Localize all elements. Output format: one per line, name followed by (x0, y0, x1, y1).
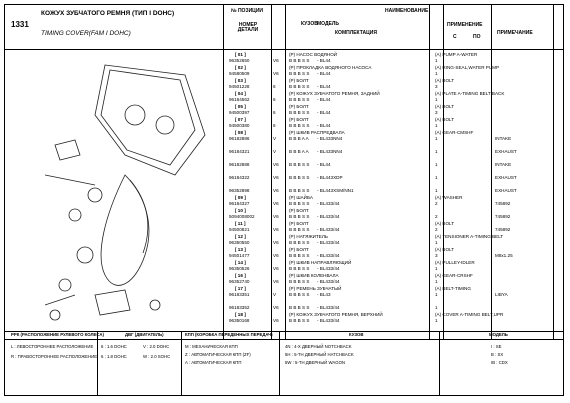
complectation: - BL44 (317, 58, 331, 63)
kpp-code: V6 (273, 188, 279, 193)
part-position: [ 12 ] (235, 234, 246, 239)
part-name-ru: (P) ШАЙБА (289, 195, 313, 200)
part-number: 94580509 (229, 71, 250, 76)
model-title: МОДЕЛЬ (489, 332, 508, 337)
kpp-code: 6 (273, 110, 276, 115)
rrk-title: РРК (РАСПОЛОЖЕНИЕ РУЛЕВОГО КОЛЕСА) (11, 332, 104, 337)
body-codes: B B B S S (289, 279, 310, 284)
body-codes: B B B S S (289, 123, 310, 128)
body-codes: B B B S S (289, 227, 310, 232)
complectation: - BL433NN4 (317, 136, 343, 141)
quantity: 1 (435, 292, 438, 297)
quantity: 1 (435, 136, 438, 141)
part-number: 96352898 (229, 188, 250, 193)
footer-col-div (279, 331, 280, 395)
part-number: 94500380 (229, 123, 250, 128)
kpp-code: V6 (273, 318, 279, 323)
part-name-en: (A) BOLT (435, 221, 455, 226)
kpp-code: V6 (273, 162, 279, 167)
col-from-header: С (453, 34, 457, 40)
kpp-code: 6 (273, 84, 276, 89)
quantity: 1 (435, 240, 438, 245)
part-name-ru: (P) БОЛТ (289, 104, 309, 109)
complectation: - BL44 (317, 162, 331, 167)
note: 745892 (495, 201, 511, 206)
part-position: [ 13 ] (235, 247, 246, 252)
part-number: 94500821 (229, 227, 250, 232)
part-number: 96352650 (229, 58, 250, 63)
part-name-ru: (P) БОЛТ (289, 117, 309, 122)
part-name-ru: (P) КОЖУХ ЗУБЧАТОГО РЕМНЯ, ЗАДНИЙ (289, 91, 380, 96)
footer-col-div (97, 331, 98, 395)
kpp-code: V6 (273, 227, 279, 232)
complectation: - BL44 (317, 110, 331, 115)
kpp-code: 6 (273, 97, 276, 102)
body-codes: B B B S S (289, 305, 310, 310)
complectation: - BL433/44 (317, 240, 340, 245)
body-codes: B B B S S (289, 201, 310, 206)
part-number: 96350550 (229, 240, 250, 245)
kpp-code: V6 (273, 279, 279, 284)
part-name-en: (A) BOLT (435, 117, 455, 122)
part-name-ru: (P) НАТЯЖИТЕЛЬ (289, 234, 328, 239)
part-name-en: (A) PULLEY-IDLER (435, 260, 475, 265)
part-name-ru: (P) ШКИВ КОЛЕНВАЛА (289, 273, 339, 278)
body-codes: B B B S S (289, 58, 310, 63)
col-position-header: № ПОЗИЦИИ (231, 8, 264, 14)
quantity: 1 (435, 149, 438, 154)
kpp-code: V6 (273, 266, 279, 271)
footer-col-div (181, 331, 182, 395)
kpp-code: V6 (273, 214, 279, 219)
part-position: [ 02 ] (235, 65, 246, 70)
part-number: 5094008002 (229, 214, 255, 219)
note: 745892 (495, 227, 511, 232)
body-codes: B B B S S (289, 175, 310, 180)
col-divider (285, 5, 286, 339)
complectation: - BL433/44 (317, 253, 340, 258)
kpp-code: V (273, 149, 277, 154)
kpp-code: V6 (273, 71, 279, 76)
dvg-title: ДВГ (ДВИГАТЕЛЬ) (125, 332, 164, 337)
kpp-code: V6 (273, 253, 279, 258)
quantity: 1 (435, 266, 438, 271)
complectation: - BL433/44 (317, 305, 340, 310)
col-kuzov-header: КУЗОВ (301, 21, 318, 27)
body-codes: B B B S S (289, 188, 310, 193)
dvg-1: 6 : 1.6 DOHC (101, 344, 127, 349)
part-position: [ 18 ] (235, 312, 246, 317)
kuzov-4n: 4N : 4-X ДВЕРНЫЙ NOTCHBACK (285, 344, 352, 349)
part-name-ru: (P) ПРОКЛАДКА ВОДЯНОГО НАСОСА (289, 65, 372, 70)
kpp-code: V (273, 136, 277, 141)
part-number: 96183351 (229, 292, 250, 297)
body-codes: B B B S S (289, 97, 310, 102)
part-number: 96184321 (229, 149, 250, 154)
part-name-en: (A) BOLT (435, 104, 455, 109)
part-name-ru: (P) БОЛТ (289, 208, 309, 213)
quantity: 1 (435, 188, 438, 193)
col-complectation-header: КОМПЛЕКТАЦИЯ (335, 30, 377, 36)
complectation: - BL433/44 (317, 266, 340, 271)
part-position: [ 04 ] (235, 91, 246, 96)
body-codes: B B B S S (289, 318, 310, 323)
catalog-number: 1331 (11, 20, 29, 29)
col-name-header: НАИМЕНОВАНИЕ (385, 8, 429, 14)
quantity: 1 (435, 97, 438, 102)
note: 745892 (495, 214, 511, 219)
part-position: [ 17 ] (235, 286, 246, 291)
quantity: 1 (435, 58, 438, 63)
complectation: - BL443XDP (317, 175, 343, 180)
model-cdx: IB : CDX (491, 360, 508, 365)
quantity: 1 (435, 71, 438, 76)
part-name-ru: (P) НАСОС ВОДЯНОЙ (289, 52, 338, 57)
complectation: - BL443XSM/NN1 (317, 188, 354, 193)
part-name-en: (A) BOLT (435, 247, 455, 252)
quantity: 2 (435, 227, 438, 232)
kpp-m: M : МЕХАНИЧЕСКАЯ КПП (185, 344, 238, 349)
kpp-code: 6 (273, 123, 276, 128)
part-position: [ 11 ] (235, 221, 246, 226)
exploded-parts-diagram (35, 55, 215, 345)
part-name-ru: (P) ШКИВ НАПРАВЛЯЮЩИЙ (289, 260, 352, 265)
col-divider (491, 5, 492, 339)
col-divider-left (223, 5, 224, 339)
footer-divider-sub (5, 339, 563, 340)
part-number: 96350168 (229, 318, 250, 323)
body-codes: B B B S S (289, 84, 310, 89)
part-name-ru: (P) БОЛТ (289, 247, 309, 252)
page-title-ru: КОЖУХ ЗУБЧАТОГО РЕМНЯ (ТИП I DOHC) (41, 10, 175, 17)
quantity: 1 (435, 305, 438, 310)
col-to-header: ПО (473, 34, 481, 40)
part-name-en: (A) PUMP A-WATER (435, 52, 478, 57)
model-sx: B : SX (491, 352, 504, 357)
kpp-code: V6 (273, 201, 279, 206)
part-number: 96182886 (229, 136, 250, 141)
complectation: - BL44 (317, 71, 331, 76)
part-number: 96184562 (229, 97, 250, 102)
footer-col-div (439, 331, 440, 395)
part-number: 94500397 (229, 110, 250, 115)
part-name-en: (A) RING-SEAL,WATER PUMP (435, 65, 500, 70)
part-number: 96184322 (229, 175, 250, 180)
kpp-title: КПП (КОРОБКА ПЕРЕДЕННЫХ ПЕРЕДАЧ) (185, 332, 273, 337)
note: INTAKE (495, 162, 512, 167)
col-model-header: МОДЕЛЬ (317, 21, 339, 27)
kuzov-5w: 5W : 5-TH ДВЕРНЫЙ WAGON (285, 360, 346, 365)
quantity: 1 (435, 123, 438, 128)
col-number-header: НОМЕР ДЕТАЛИ (237, 22, 259, 33)
note: EXHAUST (495, 188, 517, 193)
part-number: 94501228 (229, 84, 250, 89)
complectation: - BL433/44 (317, 201, 340, 206)
quantity: 3 (435, 253, 438, 258)
page-title-en: TIMING COVER(FAM I DOHC) (41, 30, 131, 37)
part-name-ru: (P) БОЛТ (289, 78, 309, 83)
dvg-4: W : 2.0 SOHC (143, 354, 171, 359)
part-name-en: (A) BOLT (435, 78, 455, 83)
kpp-a: A : АВТОМАТИЧЕСКАЯ КПП (185, 360, 242, 365)
header-divider (5, 49, 563, 50)
part-number: 96352740 (229, 279, 250, 284)
complectation: - BL44 (317, 123, 331, 128)
kpp-code: V6 (273, 305, 279, 310)
dvg-2: V : 2.0 DOHC (143, 344, 170, 349)
part-number: 94501477 (229, 253, 250, 258)
body-codes: B B B S S (289, 292, 310, 297)
part-name-en: (A) TENSIONER A-TIMING BELT (435, 234, 504, 239)
part-name-ru: (P) КОЖУХ ЗУБЧАТОГО РЕМНЯ, ВЕРХНИЙ (289, 312, 383, 317)
body-codes: B B B S S (289, 71, 310, 76)
part-position: [ 09 ] (235, 195, 246, 200)
body-codes: B B B A A (289, 136, 309, 141)
col-divider (429, 5, 430, 339)
rrk-l: L : ЛЕВОСТОРОННЕЕ РАСПОЛОЖЕНИЕ (11, 344, 94, 349)
body-codes: B B B S S (289, 110, 310, 115)
quantity: 1 (435, 279, 438, 284)
col-note-header: ПРИМЕЧАНИЕ (497, 30, 533, 36)
part-number: 96350526 (229, 266, 250, 271)
part-position: [ 05 ] (235, 104, 246, 109)
part-name-ru: (P) РЕМЕНЬ ЗУБЧАТЫЙ (289, 286, 342, 291)
quantity: 1 (435, 175, 438, 180)
body-codes: B B B S S (289, 266, 310, 271)
body-codes: B B B S S (289, 240, 310, 245)
kpp-code: V6 (273, 175, 279, 180)
note: INTAKE (495, 136, 512, 141)
complectation: - BL44 (317, 84, 331, 89)
col-application-header: ПРИМЕНЕНИЕ (447, 22, 483, 28)
quantity: 1 (435, 318, 438, 323)
complectation: - BL43 (317, 292, 331, 297)
rrk-r: R : ПРАВОСТОРОННЕЕ РАСПОЛОЖЕНИЕ (11, 354, 98, 359)
part-position: [ 03 ] (235, 78, 246, 83)
note: M8x1.25 (495, 253, 513, 258)
part-name-en: (A) WASHER (435, 195, 463, 200)
part-name-en: (A) PLATE A-TIMING BELT BACK (435, 91, 505, 96)
complectation: - BL433/44 (317, 214, 340, 219)
kpp-code: V6 (273, 58, 279, 63)
part-name-en: (A) GEAR-CRSHF (435, 273, 473, 278)
part-position: [ 14 ] (235, 260, 246, 265)
quantity: 1 (435, 162, 438, 167)
part-number: 96183352 (229, 305, 250, 310)
part-position: [ 01 ] (235, 52, 246, 57)
model-se: I : SE (491, 344, 502, 349)
kuzov-5h: 5H : 5-TH ДВЕРНЫЙ HATCHBACK (285, 352, 354, 357)
kpp-z: Z : АВТОМАТИЧЕСКАЯ КПП (ZF) (185, 352, 251, 357)
quantity: 2 (435, 214, 438, 219)
part-position: [ 08 ] (235, 130, 246, 135)
col-divider (553, 5, 554, 339)
kpp-code: V (273, 292, 277, 297)
col-divider (271, 5, 272, 339)
part-position: [ 10 ] (235, 208, 246, 213)
dvg-3: 6 : 1.8 DOHC (101, 354, 127, 359)
note: EXHAUST (495, 175, 517, 180)
part-position: [ 07 ] (235, 117, 246, 122)
part-number: 96184327 (229, 201, 250, 206)
note: EXHAUST (495, 149, 517, 154)
complectation: - BL433NN4 (317, 149, 343, 154)
note: LIBYA (495, 292, 508, 297)
body-codes: B B B S S (289, 253, 310, 258)
part-name-ru: (P) ШКИВ РАСПРЕДВАЛА (289, 130, 345, 135)
complectation: - BL44 (317, 97, 331, 102)
kpp-code: V6 (273, 240, 279, 245)
kuzov-title: КУЗОВ (349, 332, 364, 337)
quantity: 2 (435, 201, 438, 206)
part-name-en: (A) COVER A-TIMING BELT,UPR (435, 312, 504, 317)
part-position: [ 16 ] (235, 273, 246, 278)
body-codes: B B B A A (289, 149, 309, 154)
part-name-en: (A) BELT-TIMING (435, 286, 471, 291)
part-name-en: (A) GEAR-CMSHF (435, 130, 474, 135)
complectation: - BL433/44 (317, 279, 340, 284)
part-number: 96182888 (229, 162, 250, 167)
quantity: 3 (435, 110, 438, 115)
part-name-ru: (P) БОЛТ (289, 221, 309, 226)
catalog-page (4, 4, 564, 396)
complectation: - BL433/44 (317, 227, 340, 232)
body-codes: B B B S S (289, 214, 310, 219)
quantity: 3 (435, 84, 438, 89)
complectation: - BL433/44 (317, 318, 340, 323)
body-codes: B B B S S (289, 162, 310, 167)
